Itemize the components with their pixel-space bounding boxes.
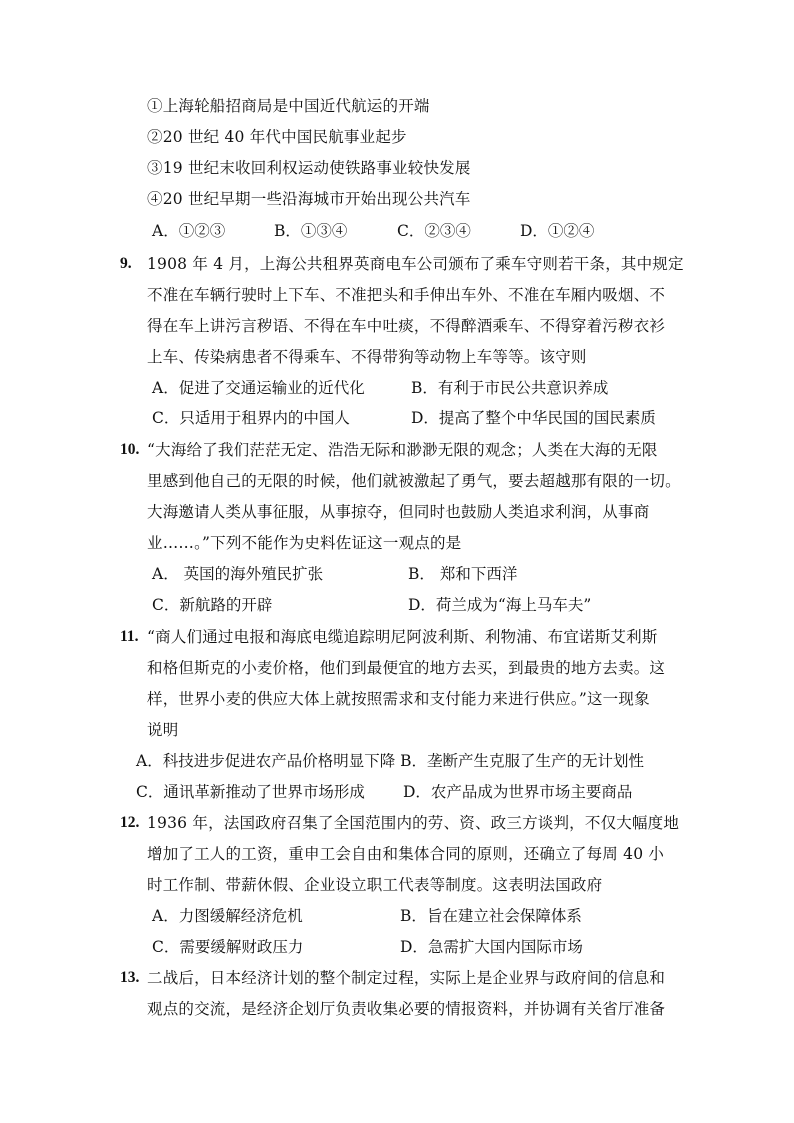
q9-option-b: B．有利于市民公共意识养成 xyxy=(411,379,609,397)
q11-line-4: 说明 xyxy=(147,721,179,739)
q10-number: 10. xyxy=(120,441,140,458)
q9-line-1: 1908 年 4 月，上海公共租界英商电车公司颁布了乘车守则若干条，其中规定 xyxy=(147,255,684,273)
q8-statement-3: ③19 世纪末收回利权运动使铁路事业较快发展 xyxy=(147,159,471,177)
q9-option-d: D．提高了整个中华民国的国民素质 xyxy=(411,409,656,427)
q12-option-c: C．需要缓解财政压力 xyxy=(152,938,304,956)
q11-line-2: 和格但斯克的小麦价格，他们到最便宜的地方去买，到最贵的地方去卖。这 xyxy=(147,659,666,677)
q9-line-4: 上车、传染病患者不得乘车、不得带狗等动物上车等等。该守则 xyxy=(147,348,587,366)
q10-option-b: B． 郑和下西洋 xyxy=(408,565,518,583)
q13-line-2: 观点的交流，是经济企划厅负责收集必要的情报资料，并协调有关省厅准备 xyxy=(147,1000,666,1018)
q11-line-1: “商人们通过电报和海底电缆追踪明尼阿波利斯、利物浦、布宜诺斯艾利斯 xyxy=(147,628,658,646)
q11-option-d: D．农产品成为世界市场主要商品 xyxy=(403,783,633,801)
q8-statement-1: ①上海轮船招商局是中国近代航运的开端 xyxy=(147,97,430,115)
q12-number: 12. xyxy=(120,814,140,831)
q12-option-b: B．旨在建立社会保障体系 xyxy=(400,907,582,925)
q8-statement-2: ②20 世纪 40 年代中国民航事业起步 xyxy=(147,128,407,146)
q10-option-d: D．荷兰成为“海上马车夫” xyxy=(408,596,592,614)
q10-option-a: A． 英国的海外殖民扩张 xyxy=(152,565,324,583)
q12-option-d: D．急需扩大国内国际市场 xyxy=(400,938,583,956)
q8-option-c: C．②③④ xyxy=(397,222,471,240)
q13-number: 13. xyxy=(120,969,140,986)
q10-line-1: “大海给了我们茫茫无定、浩浩无际和渺渺无限的观念；人类在大海的无限 xyxy=(147,441,658,459)
q13-line-1: 二战后，日本经济计划的整个制定过程，实际上是企业界与政府间的信息和 xyxy=(147,969,666,987)
q9-option-a: A．促进了交通运输业的近代化 xyxy=(152,379,365,397)
q10-line-4: 业……。”下列不能作为史料佐证这一观点的是 xyxy=(147,534,462,552)
q8-option-b: B．①③④ xyxy=(274,222,348,240)
q10-option-c: C．新航路的开辟 xyxy=(152,596,273,614)
q10-line-2: 里感到他自己的无限的时候，他们就被激起了勇气，要去超越那有限的一切。 xyxy=(147,472,681,490)
q9-number: 9. xyxy=(120,255,132,272)
q11-line-3: 样，世界小麦的供应大体上就按照需求和支付能力来进行供应。”这一现象 xyxy=(147,690,650,708)
q12-line-2: 增加了工人的工资，重申工会自由和集体合同的原则，还确立了每周 40 小 xyxy=(147,845,665,863)
q10-line-3: 大海邀请人类从事征服，从事掠夺，但同时也鼓励人类追求利润，从事商 xyxy=(147,503,650,521)
q12-option-a: A．力图缓解经济危机 xyxy=(152,907,303,925)
q8-option-d: D．①②④ xyxy=(520,222,595,240)
q9-line-3: 得在车上讲污言秽语、不得在车中吐痰，不得醉酒乘车、不得穿着污秽衣衫 xyxy=(147,317,666,335)
q11-option-c: C．通讯革新推动了世界市场形成 xyxy=(136,783,365,801)
q8-option-a: A．①②③ xyxy=(152,222,226,240)
q12-line-3: 时工作制、带薪休假、企业设立职工代表等制度。这表明法国政府 xyxy=(147,876,603,894)
q8-statement-4: ④20 世纪早期一些沿海城市开始出现公共汽车 xyxy=(147,190,471,208)
q11-option-ab: A．科技进步促进农产品价格明显下降 B．垄断产生克服了生产的无计划性 xyxy=(136,752,645,770)
q9-option-c: C．只适用于租界内的中国人 xyxy=(152,409,350,427)
q12-line-1: 1936 年，法国政府召集了全国范围内的劳、资、政三方谈判，不仅大幅度地 xyxy=(147,814,680,832)
q9-line-2: 不准在车辆行驶时上下车、不准把头和手伸出车外、不准在车厢内吸烟、不 xyxy=(147,286,666,304)
q11-number: 11. xyxy=(120,628,139,645)
